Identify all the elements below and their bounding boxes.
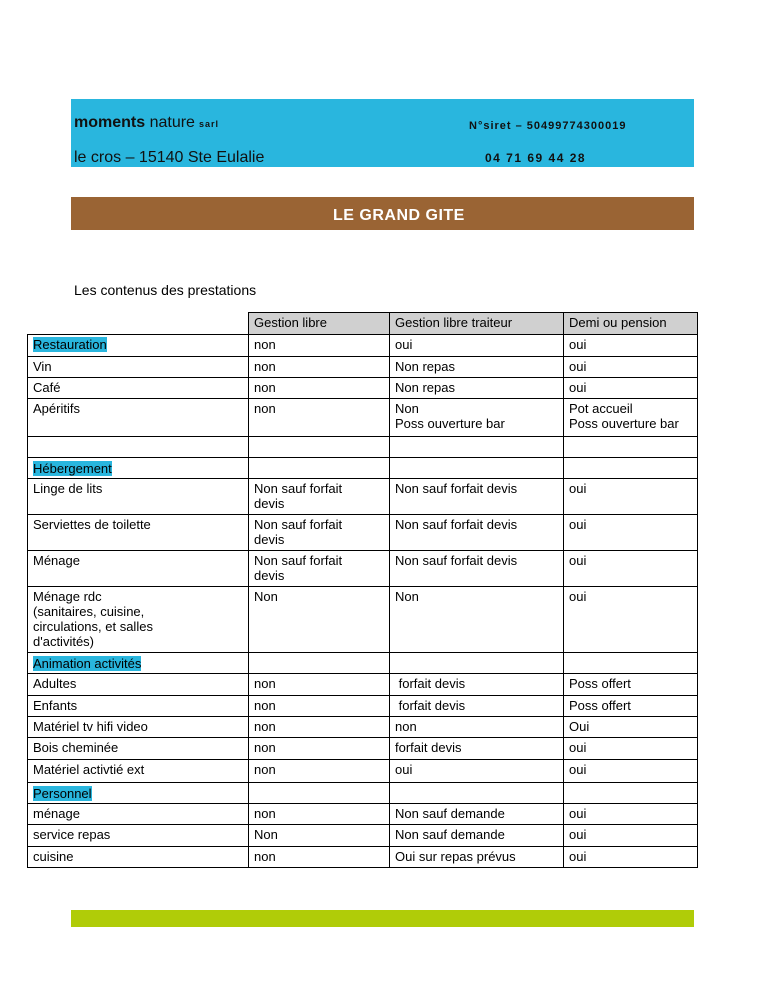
table-row <box>28 515 698 551</box>
row-label <box>28 847 249 868</box>
table-cell: Pot accueil Poss ouverture bar <box>564 399 698 437</box>
table-row <box>28 378 698 399</box>
table-cell: oui <box>564 335 698 357</box>
row-label <box>28 653 249 674</box>
row-label-text: Enfants <box>33 698 78 713</box>
table-cell: non <box>249 335 390 357</box>
table-cell: Non <box>390 587 564 653</box>
row-label <box>28 437 249 458</box>
brand-suffix: sarl <box>198 119 219 129</box>
row-label <box>28 458 249 479</box>
table-cell: non <box>249 399 390 437</box>
table-row <box>28 551 698 587</box>
row-label <box>28 357 249 378</box>
row-label <box>28 587 249 653</box>
table-cell: oui <box>564 738 698 760</box>
table-cell: oui <box>564 760 698 783</box>
table-cell: non <box>249 760 390 783</box>
table-row <box>28 399 698 437</box>
table-cell <box>564 458 698 479</box>
row-label-text: Café <box>33 380 61 395</box>
table-cell <box>249 783 390 804</box>
row-label-text: Personnel <box>33 786 92 801</box>
column-header: Gestion libre traiteur <box>390 313 564 335</box>
table-cell: non <box>249 717 390 738</box>
intro-text: Les contenus des prestations <box>74 282 257 298</box>
table-cell: non <box>249 378 390 399</box>
table-row <box>28 674 698 696</box>
table-cell: non <box>390 717 564 738</box>
table-row <box>28 738 698 760</box>
table-cell: Non repas <box>390 357 564 378</box>
company-name <box>74 114 219 132</box>
table-cell: oui <box>564 551 698 587</box>
row-label <box>28 674 249 696</box>
table-cell: oui <box>390 760 564 783</box>
brand-bold: moments <box>74 114 146 131</box>
row-label-text: Apéritifs <box>33 401 80 416</box>
table-cell: Non sauf forfait devis <box>390 479 564 515</box>
table-cell: Poss offert <box>564 696 698 717</box>
table-cell: Non sauf forfait devis <box>390 515 564 551</box>
row-label <box>28 335 249 357</box>
table-row <box>28 804 698 825</box>
table-cell <box>390 783 564 804</box>
table-cell <box>390 437 564 458</box>
table-cell: non <box>249 357 390 378</box>
table-cell: Non sauf forfait devis <box>249 479 390 515</box>
table-cell <box>390 458 564 479</box>
company-phone: 04 71 69 44 28 <box>485 151 587 165</box>
company-siret: N°siret – 50499774300019 <box>469 120 627 132</box>
row-label-text: Ménage <box>33 553 80 568</box>
table-cell: oui <box>564 515 698 551</box>
row-label-text: ménage <box>33 806 80 821</box>
row-label-text: Matériel tv hifi video <box>33 719 148 734</box>
table-cell <box>390 653 564 674</box>
table-cell: Non <box>249 587 390 653</box>
row-label <box>28 738 249 760</box>
table-cell <box>249 437 390 458</box>
row-label-text: Ménage rdc (sanitaires, cuisine, circulations, et salles d'activités) <box>33 589 153 649</box>
column-header: Gestion libre <box>249 313 390 335</box>
table-cell: oui <box>564 357 698 378</box>
company-address: le cros – 15140 Ste Eulalie <box>74 149 265 166</box>
table-cell: oui <box>564 825 698 847</box>
row-label <box>28 515 249 551</box>
table-cell: Non <box>249 825 390 847</box>
row-label <box>28 551 249 587</box>
table-row <box>28 479 698 515</box>
row-label-text: service repas <box>33 827 111 842</box>
row-label-text: Matériel activtié ext <box>33 762 145 777</box>
table-cell: Non Poss ouverture bar <box>390 399 564 437</box>
table-row <box>28 825 698 847</box>
row-label <box>28 399 249 437</box>
row-label-text: Vin <box>33 359 52 374</box>
table-section-row <box>28 653 698 674</box>
row-label <box>28 760 249 783</box>
row-label <box>28 783 249 804</box>
table-header-row <box>28 313 698 335</box>
row-label-text: Animation activités <box>33 656 142 671</box>
row-label <box>28 378 249 399</box>
table-cell: non <box>249 847 390 868</box>
table-cell: oui <box>564 804 698 825</box>
table-row <box>28 357 698 378</box>
table-cell: Non sauf demande <box>390 804 564 825</box>
table-cell: oui <box>564 847 698 868</box>
table-cell: Oui <box>564 717 698 738</box>
table-cell: Non sauf forfait devis <box>390 551 564 587</box>
row-label-text: Adultes <box>33 676 77 691</box>
company-header <box>71 99 694 167</box>
table-cell: non <box>249 674 390 696</box>
table-section-row <box>28 458 698 479</box>
row-label <box>28 717 249 738</box>
document-title: LE GRAND GITE <box>333 207 465 224</box>
table-cell: Non sauf forfait devis <box>249 515 390 551</box>
table-cell: Non repas <box>390 378 564 399</box>
row-label <box>28 479 249 515</box>
table-cell: Poss offert <box>564 674 698 696</box>
table-cell: oui <box>564 479 698 515</box>
document-title-band <box>71 197 694 230</box>
table-cell <box>564 653 698 674</box>
table-row <box>28 437 698 458</box>
column-header: Demi ou pension <box>564 313 698 335</box>
row-label <box>28 804 249 825</box>
table-cell: non <box>249 804 390 825</box>
table-cell: oui <box>564 378 698 399</box>
footer-band <box>71 910 694 927</box>
row-label-text: Serviettes de toilette <box>33 517 151 532</box>
row-label-text: Restauration <box>33 337 107 352</box>
table-cell: Non sauf demande <box>390 825 564 847</box>
table-cell: Oui sur repas prévus <box>390 847 564 868</box>
table-cell: non <box>249 738 390 760</box>
row-label-text: Hébergement <box>33 461 112 476</box>
table-cell: forfait devis <box>390 696 564 717</box>
table-row <box>28 335 698 357</box>
table-cell: forfait devis <box>390 674 564 696</box>
table-cell <box>564 783 698 804</box>
row-label-text: Bois cheminée <box>33 740 119 755</box>
table-cell: non <box>249 696 390 717</box>
table-cell: oui <box>564 587 698 653</box>
table-row <box>28 587 698 653</box>
brand-rest: nature <box>149 114 195 131</box>
row-label-text: Linge de lits <box>33 481 103 496</box>
table-cell <box>564 437 698 458</box>
table-cell: oui <box>390 335 564 357</box>
table-row <box>28 696 698 717</box>
row-label-text: cuisine <box>33 849 74 864</box>
table-section-row <box>28 783 698 804</box>
table-row <box>28 760 698 783</box>
table-cell <box>249 458 390 479</box>
table-cell: Non sauf forfait devis <box>249 551 390 587</box>
table-row <box>28 717 698 738</box>
table-header-corner <box>28 313 249 335</box>
row-label <box>28 696 249 717</box>
table-cell <box>249 653 390 674</box>
services-table <box>27 312 698 868</box>
row-label <box>28 825 249 847</box>
table-row <box>28 847 698 868</box>
table-cell: forfait devis <box>390 738 564 760</box>
